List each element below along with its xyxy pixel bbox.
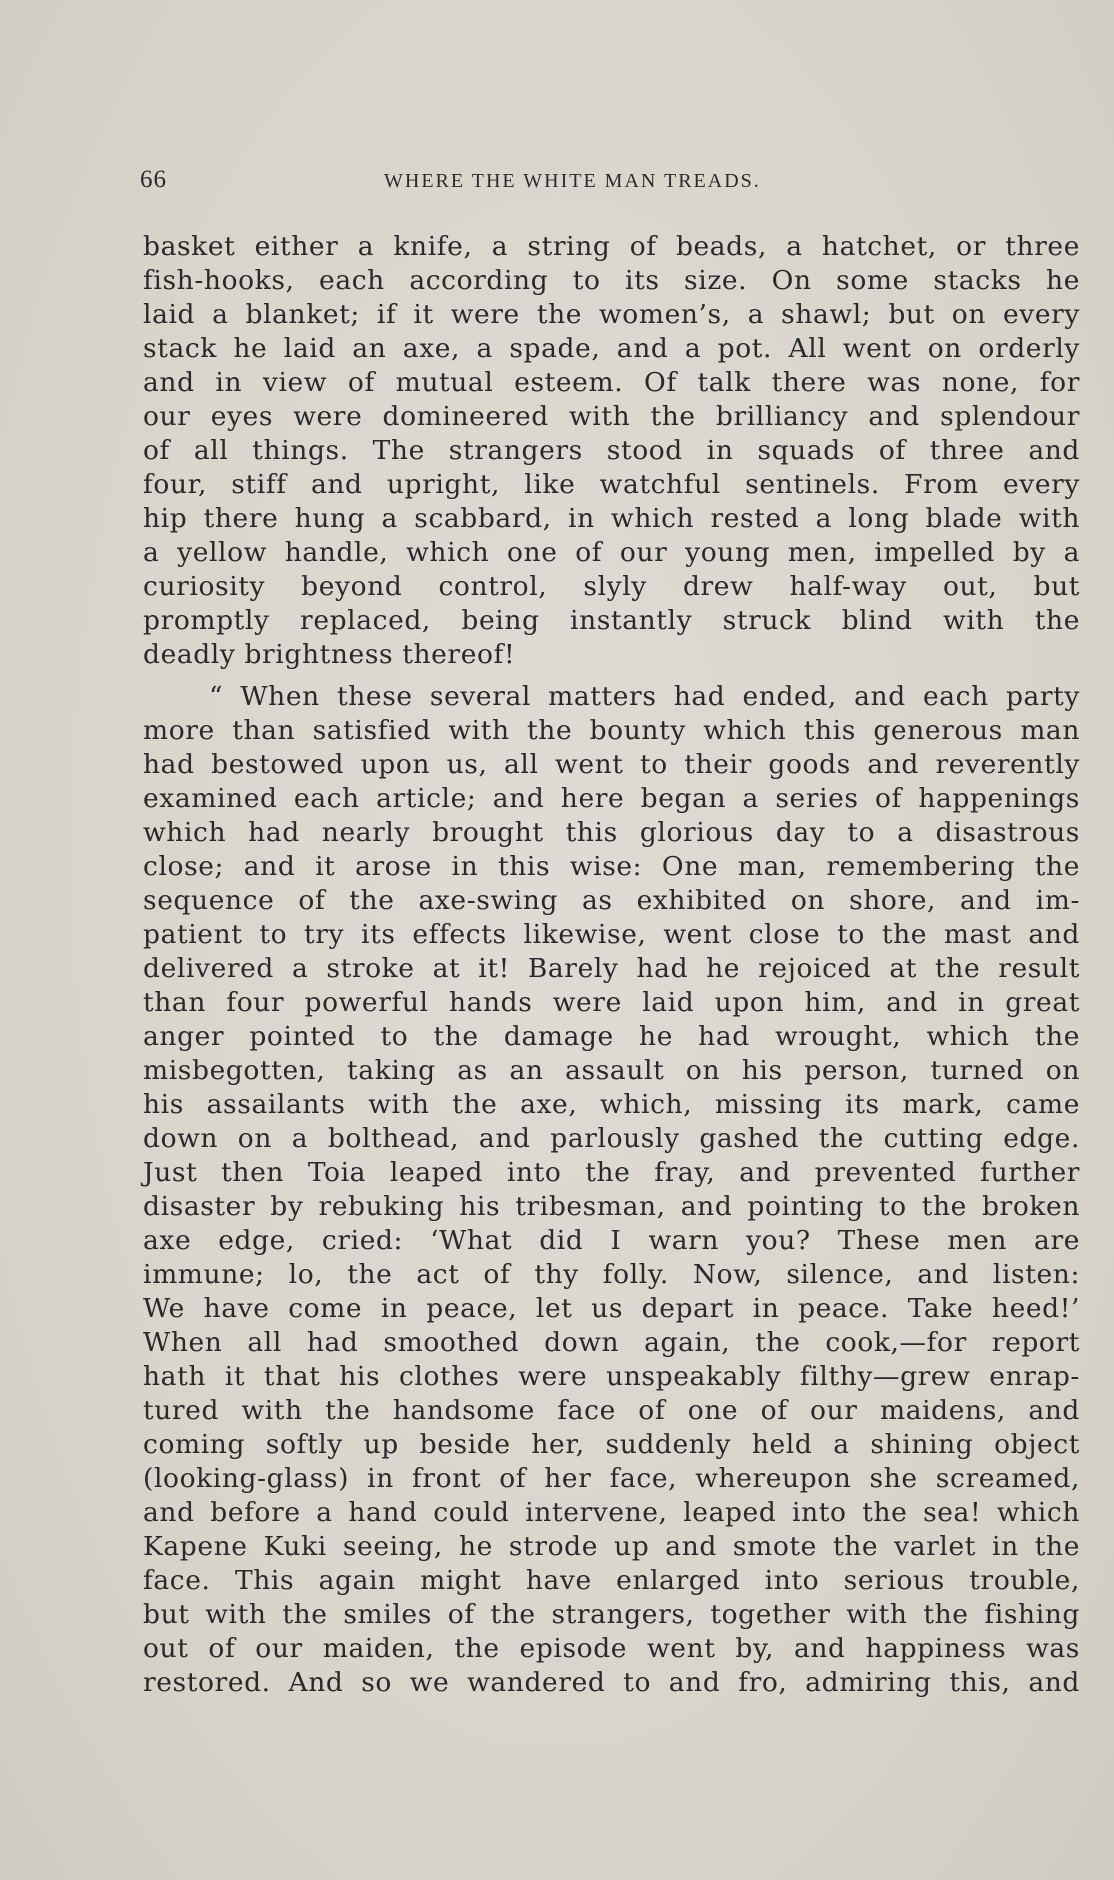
text-line: than four powerful hands were laid upon him, and in great: [143, 987, 1080, 1018]
text-line: promptly replaced, being instantly struck blind with the: [143, 605, 1080, 636]
text-line: hath it that his clothes were unspeakably filthy—grew enrap-: [143, 1361, 1080, 1392]
text-line: which had nearly brought this glorious day to a disastrous: [143, 817, 1080, 848]
page-header: [140, 166, 1080, 200]
text-line: Just then Toia leaped into the fray, and prevented further: [143, 1157, 1080, 1188]
text-line: patient to try its effects likewise, went close to the mast and: [143, 919, 1080, 950]
body-text: [143, 230, 1080, 1700]
text-line: fish-hooks, each according to its size. On some stacks he: [143, 265, 1080, 296]
paragraph-2: [143, 680, 1080, 1700]
text-line: restored. And so we wandered to and fro, admiring this, and: [143, 1667, 1080, 1698]
text-line: had bestowed upon us, all went to their goods and reverently: [143, 749, 1080, 780]
running-head: WHERE THE WHITE MAN TREADS.: [384, 170, 761, 192]
text-line: When all had smoothed down again, the cook,—for report: [143, 1327, 1080, 1358]
text-line: anger pointed to the damage he had wrought, which the: [143, 1021, 1080, 1052]
paragraph-gap: [143, 672, 1080, 680]
text-line: disaster by rebuking his tribesman, and pointing to the broken: [143, 1191, 1080, 1222]
text-line: examined each article; and here began a series of happenings: [143, 783, 1080, 814]
text-line: but with the smiles of the strangers, together with the fishing: [143, 1599, 1080, 1630]
text-line: deadly brightness thereof!: [143, 639, 516, 670]
text-line: and in view of mutual esteem. Of talk there was none, for: [143, 367, 1080, 398]
text-line: coming softly up beside her, suddenly held a shining object: [143, 1429, 1080, 1460]
text-line: hip there hung a scabbard, in which rested a long blade with: [143, 503, 1080, 534]
text-line: face. This again might have enlarged into serious trouble,: [143, 1565, 1080, 1596]
text-line: axe edge, cried: ‘What did I warn you? These men are: [143, 1225, 1080, 1256]
text-line: sequence of the axe-swing as exhibited on shore, and im-: [143, 885, 1080, 916]
text-line: immune; lo, the act of thy folly. Now, silence, and listen:: [143, 1259, 1080, 1290]
text-line: more than satisfied with the bounty which this generous man: [143, 715, 1080, 746]
text-line: laid a blanket; if it were the women’s, a shawl; but on every: [143, 299, 1080, 330]
text-line: Kapene Kuki seeing, he strode up and smote the varlet in the: [143, 1531, 1080, 1562]
text-line: (looking-glass) in front of her face, whereupon she screamed,: [143, 1463, 1080, 1494]
text-line: our eyes were domineered with the brilliancy and splendour: [143, 401, 1080, 432]
text-line: “ When these several matters had ended, and each party: [209, 681, 1080, 712]
text-line: basket either a knife, a string of beads, a hatchet, or three: [143, 231, 1080, 262]
text-line: of all things. The strangers stood in squads of three and: [143, 435, 1080, 466]
text-line: stack he laid an axe, a spade, and a pot. All went on orderly: [143, 333, 1080, 364]
text-line: a yellow handle, which one of our young men, impelled by a: [143, 537, 1080, 568]
text-line: delivered a stroke at it! Barely had he rejoiced at the result: [143, 953, 1080, 984]
text-line: close; and it arose in this wise: One man, remembering the: [143, 851, 1080, 882]
text-line: curiosity beyond control, slyly drew half-way out, but: [143, 571, 1080, 602]
text-line: down on a bolthead, and parlously gashed the cutting edge.: [143, 1123, 1080, 1154]
page-number: 66: [140, 166, 167, 193]
paragraph-1: [143, 230, 1080, 672]
text-line: his assailants with the axe, which, missing its mark, came: [143, 1089, 1080, 1120]
text-line: out of our maiden, the episode went by, and happiness was: [143, 1633, 1080, 1664]
text-line: We have come in peace, let us depart in peace. Take heed!’: [143, 1293, 1080, 1324]
text-line: tured with the handsome face of one of our maidens, and: [143, 1395, 1080, 1426]
text-line: and before a hand could intervene, leaped into the sea! which: [143, 1497, 1080, 1528]
text-line: misbegotten, taking as an assault on his person, turned on: [143, 1055, 1080, 1086]
text-line: four, stiff and upright, like watchful sentinels. From every: [143, 469, 1080, 500]
